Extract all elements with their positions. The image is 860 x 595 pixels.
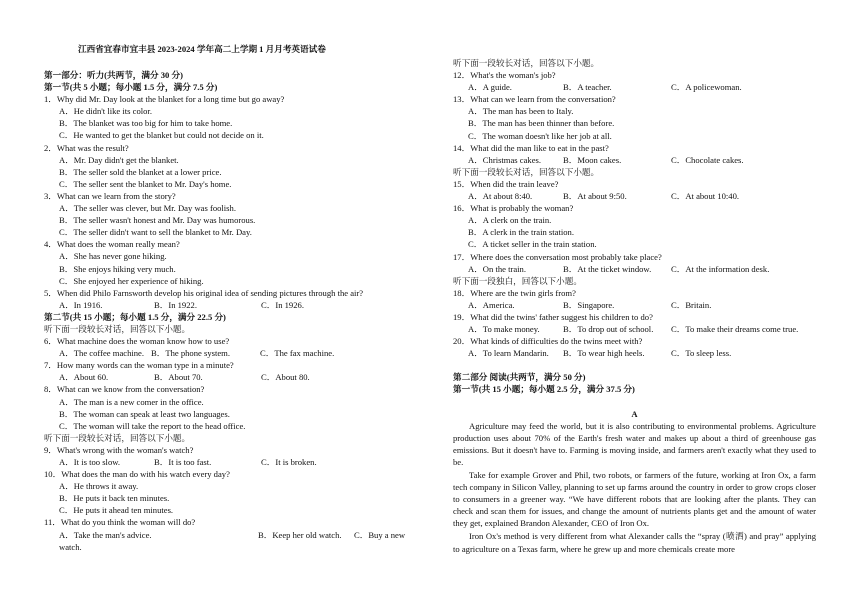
option: A．He throws it away. xyxy=(59,481,139,492)
option: B．At the ticket window. xyxy=(563,263,652,274)
option-row xyxy=(453,154,816,166)
option: A．America. xyxy=(468,299,515,310)
option: B．A clerk in the train station. xyxy=(468,227,574,238)
section-heading: 第一节(共 5 小题；每小题 1.5 分，满分 7.5 分) xyxy=(44,82,218,93)
option: B．In 1922. xyxy=(154,299,197,310)
section-heading: 第一部分：听力(共两节，满分 30 分) xyxy=(44,70,183,80)
option: C．The seller sent the blanket to Mr. Day's home. xyxy=(59,178,232,189)
option: B．At about 9:50. xyxy=(563,191,627,202)
option: A．A guide. xyxy=(468,82,512,93)
option-row xyxy=(44,456,414,468)
option: B．The woman can speak at least two languages. xyxy=(59,408,230,419)
option: C．To sleep less. xyxy=(671,348,732,359)
instruction: 听下面一段较长对话，回答以下小题。 xyxy=(453,166,600,177)
option: C．To make their dreams come true. xyxy=(671,324,799,335)
question-14: 14．What did the man like to eat in the past? xyxy=(453,142,609,153)
question-7: 7．How many words can the woman type in a minute? xyxy=(44,360,234,371)
instruction: 听下面一段独白，回答以下小题。 xyxy=(453,275,582,286)
option: B．Moon cakes. xyxy=(563,154,622,165)
option: C．At the information desk. xyxy=(671,263,770,274)
page-title: 江西省宜春市宜丰县 2023-2024 学年高二上学期 1 月月考英语试卷 xyxy=(78,44,326,54)
section-heading: 第一节(共 15 小题；每小题 2.5 分，满分 37.5 分) xyxy=(453,384,635,395)
question-6: 6．What machine does the woman know how to use? xyxy=(44,336,230,347)
option: B．The man has been thinner than before. xyxy=(468,118,615,129)
question-20: 20．What kinds of difficulties do the twins meet with? xyxy=(453,336,643,347)
question-12: 12．What's the woman's job? xyxy=(453,70,556,81)
option: B．Keep her old watch. xyxy=(258,529,342,540)
option: B．To wear high heels. xyxy=(563,348,645,359)
option: A．Christmas cakes. xyxy=(468,154,542,165)
option: A．About 60. xyxy=(59,372,109,383)
section-heading: 第二部分 阅读(共两节，满分 50 分) xyxy=(453,372,586,383)
option: C．It is broken. xyxy=(261,457,317,467)
option: C．A policewoman. xyxy=(671,82,742,93)
option: A．He didn't like its color. xyxy=(59,106,152,117)
option-row xyxy=(453,323,816,335)
question-11: 11．What do you think the woman will do? xyxy=(44,517,196,528)
option-row xyxy=(44,299,414,311)
option: C．About 80. xyxy=(261,372,310,383)
option: B．About 70. xyxy=(154,372,203,383)
option: B．Singapore. xyxy=(563,299,615,310)
option: A．The man is a new comer in the office. xyxy=(59,396,204,407)
question-4: 4．What does the woman really mean? xyxy=(44,239,180,250)
option-row xyxy=(453,263,816,275)
question-8: 8．What can we know from the conversation? xyxy=(44,384,205,395)
passage-paragraph: Iron Ox's method is very different from what Alexander calls the “spray (喷洒) and pray” applying to agriculture on a Texas farm, where he grew up and more chemicals create more xyxy=(453,531,816,554)
option: C．The woman doesn't like her job at all. xyxy=(468,130,612,141)
question-9: 9．What's wrong with the woman's watch? xyxy=(44,444,194,455)
option: C．He puts it ahead ten minutes. xyxy=(59,505,174,516)
option: B．The blanket was too big for him to take home. xyxy=(59,118,233,129)
option-row xyxy=(44,371,414,383)
option: C．At about 10:40. xyxy=(671,191,740,202)
option: C．A ticket seller in the train station. xyxy=(468,239,597,250)
option: C．Buy a new xyxy=(354,529,406,540)
right-column xyxy=(453,57,816,555)
question-5: 5．When did Philo Farnsworth develop his original idea of sending pictures through the air? xyxy=(44,287,364,298)
option: A．The seller was clever, but Mr. Day was foolish. xyxy=(59,203,236,214)
option: B．She enjoys hiking very much. xyxy=(59,263,176,274)
option-row xyxy=(453,347,816,359)
question-19: 19．What did the twins' father suggest his children to do? xyxy=(453,311,653,322)
option: A．Take the man's advice. xyxy=(59,529,152,540)
option: B．To drop out of school. xyxy=(563,324,654,335)
option: C．Britain. xyxy=(671,299,712,310)
option: B．He puts it back ten minutes. xyxy=(59,493,170,504)
question-16: 16．What is probably the woman? xyxy=(453,203,574,214)
instruction: 听下面一段较长对话，回答以下小题。 xyxy=(44,432,191,443)
option: B．The phone system. xyxy=(151,348,231,359)
question-1: 1．Why did Mr. Day look at the blanket for a long time but go away? xyxy=(44,94,285,105)
section-heading: 第二节(共 15 小题；每小题 1.5 分，满分 22.5 分) xyxy=(44,311,226,322)
option: B．The seller wasn't honest and Mr. Day was humorous. xyxy=(59,215,256,226)
option: A．Mr. Day didn't get the blanket. xyxy=(59,154,179,165)
option: B．It is too fast. xyxy=(154,457,212,467)
option-row xyxy=(453,190,816,202)
option: C．She enjoyed her experience of hiking. xyxy=(59,275,204,286)
left-column xyxy=(44,69,414,553)
question-17: 17．Where does the conversation most probably take place? xyxy=(453,251,662,262)
option: A．On the train. xyxy=(468,263,526,274)
option: A．At about 8:40. xyxy=(468,191,533,202)
option: B．A teacher. xyxy=(563,82,612,93)
option-row xyxy=(453,299,816,311)
option-continuation: watch. xyxy=(59,541,82,552)
instruction: 听下面一段较长对话，回答以下小题。 xyxy=(44,323,191,334)
instruction: 听下面一段较长对话，回答以下小题。 xyxy=(453,58,600,68)
question-15: 15．When did the train leave? xyxy=(453,178,559,189)
option: A．The coffee machine. xyxy=(59,348,145,359)
option: C．The woman will take the report to the head office. xyxy=(59,420,246,431)
question-18: 18．Where are the twin girls from? xyxy=(453,287,576,298)
option: A．She has never gone hiking. xyxy=(59,251,167,262)
passage-paragraph: Agriculture may feed the world, but it is also contributing to environmental problems. Agriculture production uses about 70% of the Earth's fresh water and makes up about a third of greenhouse gas emissions. But it doesn't have to. Farming is moving inside, and farmers aren't exactly what they used to be. xyxy=(453,420,816,467)
option: C．In 1926. xyxy=(261,299,304,310)
option: C．He wanted to get the blanket but could not decide on it. xyxy=(59,130,264,141)
question-3: 3．What can we learn from the story? xyxy=(44,190,176,201)
option: A．In 1916. xyxy=(59,299,103,310)
passage-paragraph: Take for example Grover and Phil, two robots, or farmers of the future, working at Iron Ox, a farm tech company in Silicon Valley, planning to set up farms around the country in order to grow crops closer to consumers in a greener way. “We have different robots that are looking after the plants. They can check and scan them for issues, and change the amount of nutrients plants get and the amount of water they get, explained Brandon Alexander, CEO of Iron Ox. xyxy=(453,470,816,529)
option: A．It is too slow. xyxy=(59,457,121,467)
question-10: 10．What does the man do with his watch every day? xyxy=(44,469,230,480)
option: A．A clerk on the train. xyxy=(468,215,552,226)
option: A．The man has been to Italy. xyxy=(468,106,574,117)
passage-label: A xyxy=(631,408,638,419)
option: B．The seller sold the blanket at a lower price. xyxy=(59,166,222,177)
question-13: 13．What can we learn from the conversation? xyxy=(453,94,616,105)
option: A．To learn Mandarin. xyxy=(468,348,549,359)
option-row xyxy=(453,81,816,93)
question-2: 2．What was the result? xyxy=(44,142,129,153)
option: C．The seller didn't want to sell the blanket to Mr. Day. xyxy=(59,227,252,238)
option: C．Chocolate cakes. xyxy=(671,154,744,165)
option-row xyxy=(44,529,414,541)
option: A．To make money. xyxy=(468,324,540,335)
option: C．The fax machine. xyxy=(260,348,335,359)
option-row xyxy=(44,347,414,359)
